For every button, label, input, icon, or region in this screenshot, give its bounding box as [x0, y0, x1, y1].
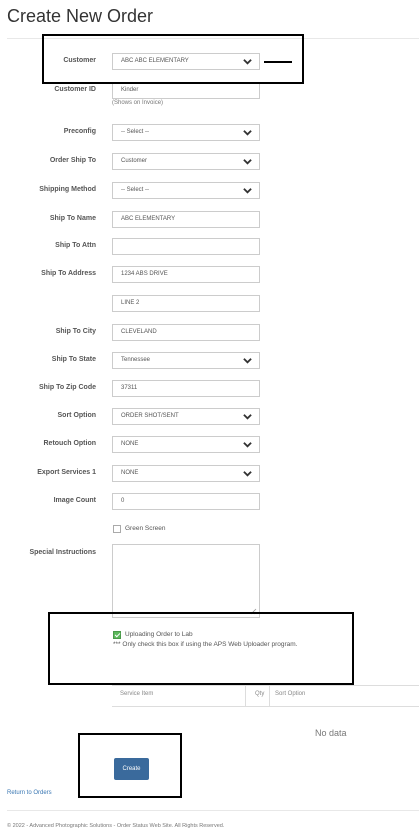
customer-value: ABC ABC ELEMENTARY: [121, 58, 189, 64]
services-table-header: [112, 685, 419, 707]
ship-to-attn-input[interactable]: [112, 238, 260, 255]
preconfig-value: -- Select --: [121, 129, 150, 135]
create-button[interactable]: Create: [114, 758, 149, 780]
export-services-select[interactable]: [112, 465, 260, 482]
chevron-down-icon: [243, 440, 252, 449]
chevron-down-icon: [243, 469, 252, 478]
table-empty-message: No data: [315, 728, 347, 738]
highlight-pointer-line: [264, 61, 292, 63]
preconfig-select[interactable]: [112, 124, 260, 141]
ship-to-state-value: Tennessee: [121, 357, 151, 363]
ship-to-address-label: Ship To Address: [41, 270, 96, 277]
chevron-down-icon: [243, 157, 252, 166]
sort-option-value: ORDER SHOT/SENT: [121, 413, 179, 419]
ship-to-zip-label: Ship To Zip Code: [38, 384, 96, 391]
ship-to-city-input[interactable]: CLEVELAND: [112, 324, 260, 341]
ship-to-address-input[interactable]: 1234 ABS DRIVE: [112, 266, 260, 283]
ship-to-name-input[interactable]: ABC ELEMENTARY: [112, 211, 260, 228]
export-services-label: Export Services 1: [37, 469, 96, 476]
shipping-method-value: -- Select --: [121, 187, 150, 193]
uploading-note: *** Only check this box if using the APS Web Uploader program.: [113, 641, 298, 648]
special-instructions-label: Special Instructions: [29, 549, 96, 556]
uploading-label: Uploading Order to Lab: [125, 631, 193, 638]
preconfig-label: Preconfig: [63, 128, 96, 135]
retouch-option-label: Retouch Option: [43, 440, 96, 447]
table-header-sort-option: Sort Option: [275, 691, 306, 697]
column-divider: [245, 686, 246, 706]
customer-id-input[interactable]: Kinder: [112, 82, 260, 99]
table-header-service-item: Service Item: [120, 691, 154, 697]
order-ship-to-label: Order Ship To: [49, 157, 96, 164]
chevron-down-icon: [243, 412, 252, 421]
shipping-method-select[interactable]: [112, 182, 260, 199]
image-count-label: Image Count: [53, 497, 96, 504]
ship-to-state-select[interactable]: [112, 352, 260, 369]
export-services-value: NONE: [121, 470, 139, 476]
ship-to-name-label: Ship To Name: [49, 215, 96, 222]
customer-id-help: (Shows on Invoice): [112, 100, 164, 106]
highlight-box-customer: [42, 34, 304, 84]
customer-label: Customer: [63, 57, 96, 64]
ship-to-city-label: Ship To City: [55, 328, 96, 335]
green-screen-checkbox[interactable]: [113, 525, 121, 533]
shipping-method-label: Shipping Method: [39, 186, 96, 193]
image-count-input[interactable]: 0: [112, 493, 260, 510]
ship-to-state-label: Ship To State: [51, 356, 96, 363]
special-instructions-value: [113, 545, 259, 551]
chevron-down-icon: [243, 186, 252, 195]
retouch-option-value: NONE: [121, 441, 139, 447]
uploading-checkbox[interactable]: [113, 631, 121, 639]
retouch-option-select[interactable]: [112, 436, 260, 453]
footer-divider: [7, 810, 419, 811]
return-to-orders-link[interactable]: Return to Orders: [7, 790, 52, 796]
footer-text: © 2022 - Advanced Photographic Solutions - Order Status Web Site. All Rights Reserved.: [7, 823, 225, 829]
sort-option-label: Sort Option: [57, 412, 96, 419]
ship-to-zip-input[interactable]: 37311: [112, 380, 260, 397]
ship-to-attn-label: Ship To Attn: [55, 242, 96, 249]
highlight-box-uploading: [48, 612, 354, 685]
order-ship-to-value: Customer: [121, 158, 148, 164]
column-divider: [269, 686, 270, 706]
customer-id-label: Customer ID: [54, 86, 96, 93]
order-ship-to-select[interactable]: [112, 153, 260, 170]
page-title: Create New Order: [7, 6, 154, 26]
chevron-down-icon: [243, 128, 252, 137]
sort-option-select[interactable]: [112, 408, 260, 425]
ship-to-address-line2-input[interactable]: LINE 2: [112, 295, 260, 312]
special-instructions-textarea[interactable]: [112, 544, 260, 618]
table-header-qty: Qty: [255, 691, 265, 697]
chevron-down-icon: [243, 356, 252, 365]
green-screen-label: Green Screen: [125, 525, 166, 532]
